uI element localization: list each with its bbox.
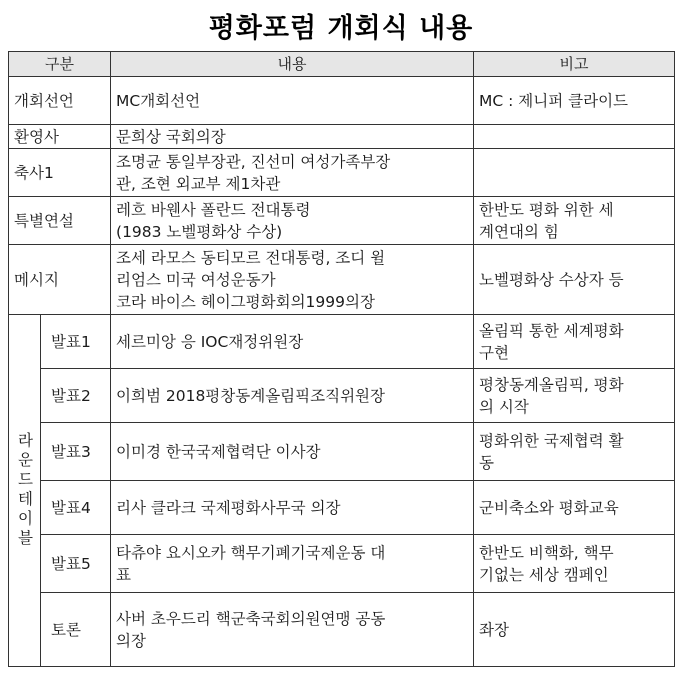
note-line: 동 [479,453,494,472]
row-note [474,535,675,593]
note-line: 한반도 평화 위한 세 [479,200,614,219]
row-content [111,369,474,423]
table-row [9,593,675,667]
table-row [9,535,675,593]
table-row [9,149,675,197]
note-line: 올림픽 통한 세계평화 [479,321,624,340]
row-note [474,423,675,481]
row-note [474,315,675,369]
content-line: 조세 라모스 동티모르 전대통령, 조디 윌 [116,248,386,267]
content-line: MC개회선언 [116,91,201,110]
content-line: 의장 [116,631,146,650]
row-note [474,369,675,423]
note-line: 좌장 [479,620,509,639]
note-line: 한반도 비핵화, 핵무 [479,543,614,562]
content-line: 조명균 통일부장관, 진선미 여성가족부장 [116,152,391,171]
row-label: 발표3 [41,423,111,481]
note-line: 노벨평화상 수상자 등 [479,270,624,289]
content-line: 사버 초우드리 핵군축국회의원연맹 공동 [116,609,386,628]
note-line: 구현 [479,343,509,362]
content-line: 문희상 국회의장 [116,127,226,146]
note-line: 평화위한 국제협력 활 [479,431,624,450]
content-line: 관, 조현 외교부 제1차관 [116,174,281,193]
table-header-row [9,52,675,77]
roundtable-label: 라운드테이블 [9,315,41,667]
content-line: 타츄야 요시오카 핵무기폐기국제운동 대 [116,543,386,562]
table-row [9,481,675,535]
row-label: 발표2 [41,369,111,423]
row-label: 개회선언 [9,77,111,125]
content-line: 세르미앙 응 IOC재정위원장 [116,332,304,351]
table-row [9,245,675,315]
table-row [9,315,675,369]
row-content [111,535,474,593]
row-content [111,197,474,245]
row-content [111,315,474,369]
row-content [111,481,474,535]
note-line: 기없는 세상 캠페인 [479,565,609,584]
row-content [111,245,474,315]
note-line: 계연대의 힘 [479,222,559,241]
header-note: 비고 [474,52,675,77]
note-line: 평창동계올림픽, 평화 [479,375,624,394]
table-row [9,77,675,125]
content-line: 이미경 한국국제협력단 이사장 [116,442,321,461]
table-row [9,125,675,149]
content-line: 리엄스 미국 여성운동가 [116,270,276,289]
content-line: 코라 바이스 헤이그평화회의1999의장 [116,292,375,311]
row-note [474,77,675,125]
row-content [111,423,474,481]
content-line: 표 [116,565,131,584]
table-row [9,369,675,423]
table-row [9,423,675,481]
header-content: 내용 [111,52,474,77]
row-content [111,125,474,149]
table-row [9,197,675,245]
row-note [474,125,675,149]
row-content [111,149,474,197]
row-label: 메시지 [9,245,111,315]
note-line: 군비축소와 평화교육 [479,498,619,517]
row-label: 축사1 [9,149,111,197]
row-label: 환영사 [9,125,111,149]
row-note [474,481,675,535]
row-note [474,149,675,197]
row-label: 토론 [41,593,111,667]
row-note [474,245,675,315]
content-line: 리사 클라크 국제평화사무국 의장 [116,498,341,517]
content-line: 레흐 바웬사 폴란드 전대통령 [116,200,311,219]
content-line: 이희범 2018평창동계올림픽조직위원장 [116,386,385,405]
row-label: 발표1 [41,315,111,369]
row-label: 특별연설 [9,197,111,245]
program-table [8,51,675,667]
row-content [111,77,474,125]
content-line: (1983 노벨평화상 수상) [116,222,283,241]
row-label: 발표5 [41,535,111,593]
row-content [111,593,474,667]
note-line: MC : 제니퍼 클라이드 [479,91,629,110]
row-note [474,593,675,667]
row-label: 발표4 [41,481,111,535]
note-line: 의 시작 [479,397,529,416]
row-note [474,197,675,245]
header-category: 구분 [9,52,111,77]
document-title: 평화포럼 개회식 내용 [208,13,474,44]
